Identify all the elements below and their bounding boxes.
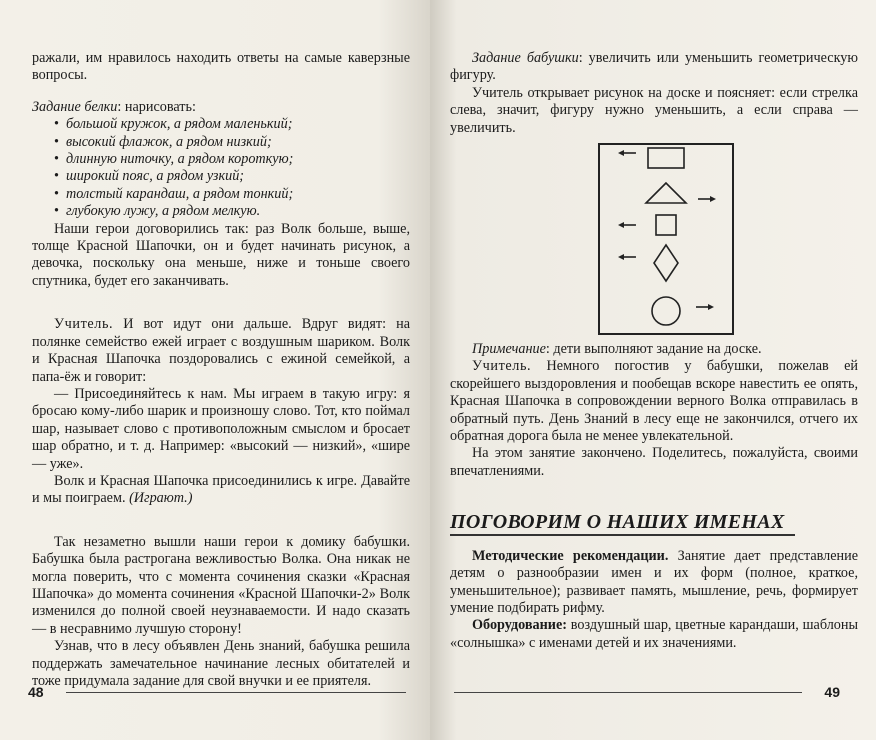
right-text-column [450,50,858,652]
arrowhead-left-icon [618,150,624,156]
equipment-label: Оборудование: [472,617,567,634]
rectangle-shape [648,148,684,168]
shapes-figure [598,143,734,335]
task-item: • широкий пояс, а рядом узкий; [54,168,410,185]
right-paragraph-2-text: Немного погостив у бабушки, пожелав ей скорейшего выздоровления и пообещав вскоре навестить ее опять, Красная Шапочка в сопровождении верного Волка отправилась в обратный путь. День Знаний в лесу еще не закончился, отчего их обратная дорога была не менее увлекательной. [450,358,858,445]
shapes-drawing [600,145,732,333]
equipment [450,617,858,652]
circle-shape [652,297,680,325]
task-item: • толстый карандаш, а рядом тонкий; [54,186,410,203]
squirrel-task-label: Задание белки [32,98,118,115]
left-paragraph-3-text: И вот идут они дальше. Вдруг видят: на полянке семейство ежей играет с воздушным шариком. Волк и Красная Шапочка поздоровались с ежиной семейкой, а папа-ёж и говорит: [32,316,410,385]
left-paragraph-3 [32,316,410,386]
left-paragraph-4: — Присоединяйтесь к нам. Мы играем в такую игру: я бросаю кому-либо шарик и произношу слово. Тот, кто поймал шар, называет слово с противоположным смыслом и бросает шар обратно, и т. д. Например: «высокий — низкий», «шире — уже». [32,385,410,472]
left-paragraph-5-text: Волк и Красная Шапочка присоединились к игре. Давайте и мы поиграем. [32,472,410,507]
grandma-task-text: : увеличить или уменьшить геометрическую фигуру. [450,50,858,84]
page-number-left: 48 [28,684,44,700]
left-paragraph-6: Так незаметно вышли наши герои к домику бабушки. Бабушка была растрогана вежливостью Волка. Она никак не могла поверить, что с момента сочинения сказки «Красная Шапочка» до момента сочинения «Красной Шапочки-2» Волк изменился до полной своей неузнаваемости. И надо сказать — в несравнимо лучшую сторону! [32,533,410,637]
right-paragraph-3: На этом занятие закончено. Поделитесь, пожалуйста, своими впечатлениями. [450,445,858,479]
left-paragraph-7: Узнав, что в лесу объявлен День знаний, бабушка решила поддержать замечательное начинание лесных обитателей и тоже придумала задание для свой внучки и ее приятеля. [32,638,410,689]
method-text: Занятие дает представление детям о разнообразии имен и их форм (полное, краткое, уменьшительное); развивает память, мышление, речь, формирует умение подбирать рифму. [450,547,858,616]
rhombus-shape [654,245,678,281]
squirrel-task-suffix: : нарисовать: [117,98,196,115]
task-item: • глубокую лужу, а рядом мелкую. [54,203,410,220]
task-item: • высокий флажок, а рядом низкий; [54,134,410,151]
squirrel-task-heading [32,99,410,116]
arrowhead-right-icon [708,304,714,310]
page-number-right: 49 [824,684,840,700]
triangle-shape [646,183,686,203]
method-recommendations [450,548,858,618]
footer-rule-left [66,692,406,693]
left-paragraph-1: ражали, им нравилось находить ответы на самые каверзные вопросы. [32,50,410,84]
task-item: • большой кружок, а рядом маленький; [54,116,410,133]
square-shape [656,215,676,235]
stage-direction: (Играют.) [129,490,193,507]
arrowhead-left-icon [618,254,624,260]
grandma-task [450,50,858,85]
arrowhead-left-icon [618,222,624,228]
note-label: Примечание [472,341,546,358]
left-paragraph-5 [32,473,410,508]
note-text: : дети выполняют задание на доске. [545,341,762,358]
equipment-text: воздушный шар, цветные карандаши, шаблоны «солнышка» с именами детей и их значениями. [450,617,858,651]
right-paragraph-2 [450,358,858,445]
teacher-label: Учитель. [472,358,532,375]
left-text-column [32,50,410,690]
left-page [0,0,430,740]
method-label: Методические рекомендации. [472,547,669,564]
teacher-label: Учитель. [54,316,114,333]
footer-rule-right [454,692,802,693]
task-item: • длинную ниточку, а рядом короткую; [54,151,410,168]
section-title: ПОГОВОРИМ О НАШИХ ИМЕНАХ [450,511,785,534]
arrowhead-right-icon [710,196,716,202]
section-title-underline [450,534,795,536]
note [450,341,858,358]
squirrel-task-list [32,116,410,220]
left-paragraph-2: Наши герои договорились так: раз Волк больше, выше, толще Красной Шапочки, он и будет начинать рисунок, а девочка, поскольку она меньше, ниже и тоньше своего спутника, будет его заканчивать. [32,220,410,289]
grandma-task-label: Задание бабушки [472,50,579,66]
right-page [430,0,876,740]
right-paragraph-1: Учитель открывает рисунок на доске и поясняет: если стрелка слева, значит, фигуру нужно уменьшить, а если справа — увеличить. [450,84,858,136]
